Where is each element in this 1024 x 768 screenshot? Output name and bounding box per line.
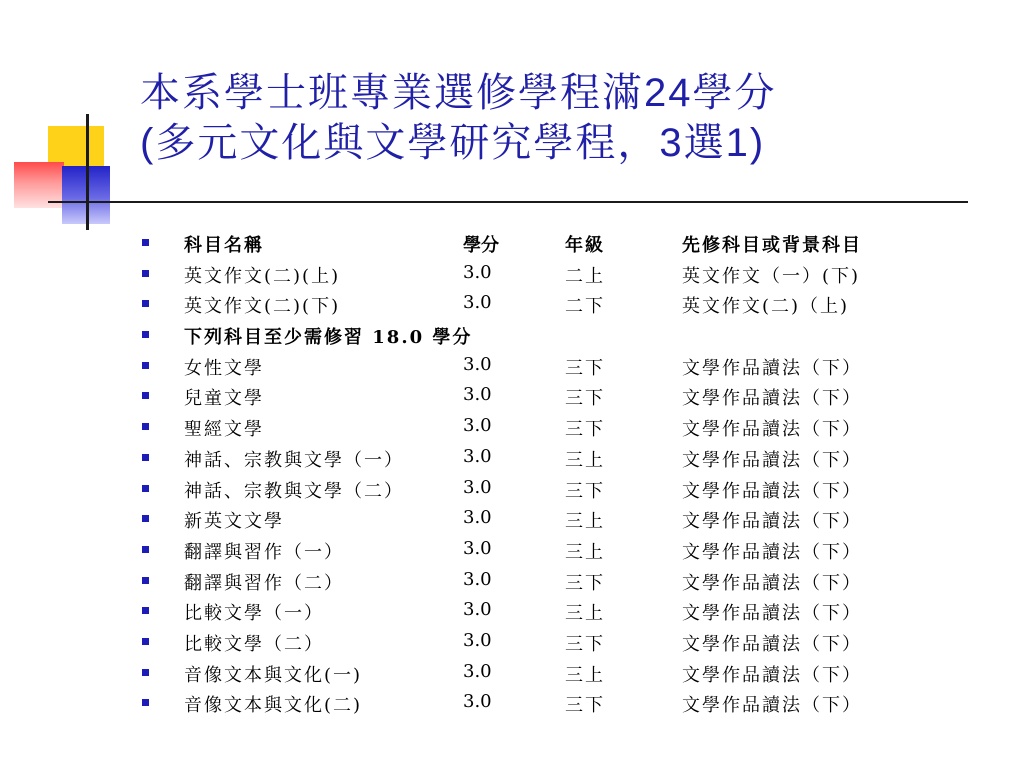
course-year: 三上: [565, 449, 605, 471]
bullet-icon: [142, 607, 149, 614]
course-prerequisite: 文學作品讀法（下）: [682, 695, 862, 717]
course-name: 比較文學（一）: [184, 603, 324, 625]
course-year: 三下: [565, 357, 605, 379]
course-credits: 3.0: [463, 353, 492, 375]
course-row: [142, 260, 942, 291]
course-name: 翻譯與習作（一）: [184, 541, 344, 563]
course-credits: 3.0: [463, 537, 492, 559]
course-credits: 3.0: [463, 445, 492, 467]
course-year: 二下: [565, 296, 605, 318]
course-prerequisite: 文學作品讀法（下）: [682, 357, 862, 379]
course-name: 英文作文(二)(上): [184, 265, 341, 287]
bullet-icon: [142, 331, 149, 338]
header-year: 年級: [565, 235, 605, 256]
course-row: [142, 505, 942, 536]
course-name: 音像文本與文化(二): [184, 695, 363, 717]
bullet-icon: [142, 300, 149, 307]
course-list: [142, 229, 942, 720]
course-credits: 3.0: [463, 261, 492, 283]
bullet-icon: [142, 270, 149, 277]
title-choose-number: 3: [659, 121, 684, 165]
course-name: 音像文本與文化(一): [184, 664, 363, 686]
header-course-name: 科目名稱: [184, 235, 264, 256]
course-row: [142, 382, 942, 413]
course-prerequisite: 文學作品讀法（下）: [682, 511, 862, 533]
title-line-1: [140, 68, 1000, 118]
course-row: [142, 352, 942, 383]
course-year: 三上: [565, 541, 605, 563]
course-row: [142, 689, 942, 720]
title-open-paren: (: [140, 121, 156, 165]
course-row: [142, 290, 942, 321]
course-name: 女性文學: [184, 357, 264, 379]
course-prerequisite: 文學作品讀法（下）: [682, 449, 862, 471]
bullet-icon: [142, 669, 149, 676]
bullet-icon: [142, 485, 149, 492]
course-row: [142, 659, 942, 690]
course-row: [142, 444, 942, 475]
course-credits: 3.0: [463, 384, 492, 406]
course-credits: 3.0: [463, 599, 492, 621]
course-row: [142, 628, 942, 659]
bullet-icon: [142, 423, 149, 430]
course-prerequisite: 文學作品讀法（下）: [682, 388, 862, 410]
course-year: 三上: [565, 664, 605, 686]
course-credits: 3.0: [463, 660, 492, 682]
course-name: 兒童文學: [184, 388, 264, 410]
course-prerequisite: 英文作文(二)（上): [682, 296, 850, 318]
course-credits: 3.0: [463, 292, 492, 314]
title-line-1-text: 本系學士班專業選修學程滿: [140, 70, 644, 116]
course-prerequisite: 文學作品讀法（下）: [682, 541, 862, 563]
course-year: 二上: [565, 265, 605, 287]
bullet-icon: [142, 362, 149, 369]
course-prerequisite: 文學作品讀法（下）: [682, 572, 862, 594]
title-line-1-suffix: 學分: [692, 70, 777, 116]
bullet-icon: [142, 454, 149, 461]
course-year: 三下: [565, 572, 605, 594]
course-year: 三上: [565, 511, 605, 533]
course-row: [142, 536, 942, 567]
course-prerequisite: 文學作品讀法（下）: [682, 480, 862, 502]
course-prerequisite: 文學作品讀法（下）: [682, 664, 862, 686]
course-name: 新英文文學: [184, 511, 284, 533]
course-year: 三下: [565, 480, 605, 502]
course-name: 神話、宗教與文學（一）: [184, 449, 404, 471]
title-close-paren: ): [749, 121, 766, 165]
course-credits: 3.0: [463, 476, 492, 498]
title-line-2-text: 多元文化與文學研究學程，: [155, 120, 660, 166]
title-choose-count: 1: [725, 121, 750, 165]
header-credits: 學分: [463, 235, 499, 256]
course-name: 比較文學（二）: [184, 633, 324, 655]
course-credits: 3.0: [463, 629, 492, 651]
course-year: 三下: [565, 388, 605, 410]
course-row: [142, 597, 942, 628]
title-line-2: [140, 118, 1000, 168]
course-year: 三下: [565, 633, 605, 655]
course-credits: 3.0: [463, 507, 492, 529]
course-row: [142, 413, 942, 444]
course-row: [142, 475, 942, 506]
title-credits-number: 24: [644, 71, 693, 115]
title-divider-line: [48, 201, 968, 203]
decor-vertical-line: [86, 114, 89, 230]
course-list-header: [142, 229, 942, 260]
course-year: 三上: [565, 603, 605, 625]
course-name: 翻譯與習作（二）: [184, 572, 344, 594]
course-credits: 3.0: [463, 568, 492, 590]
course-year: 三下: [565, 695, 605, 717]
course-credits: 3.0: [463, 415, 492, 437]
bullet-icon: [142, 392, 149, 399]
course-name: 神話、宗教與文學（二）: [184, 480, 404, 502]
course-name: 英文作文(二)(下): [184, 296, 341, 318]
course-prerequisite: 文學作品讀法（下）: [682, 603, 862, 625]
header-prerequisite: 先修科目或背景科目: [682, 235, 862, 256]
bullet-icon: [142, 577, 149, 584]
course-year: 三下: [565, 419, 605, 441]
course-prerequisite: 英文作文（一）(下): [682, 265, 861, 287]
bullet-icon: [142, 546, 149, 553]
bullet-icon: [142, 515, 149, 522]
course-prerequisite: 文學作品讀法（下）: [682, 633, 862, 655]
course-name: 聖經文學: [184, 419, 264, 441]
bullet-icon: [142, 239, 149, 246]
course-prerequisite: 文學作品讀法（下）: [682, 419, 862, 441]
bullet-icon: [142, 638, 149, 645]
course-credits: 3.0: [463, 691, 492, 713]
bullet-icon: [142, 699, 149, 706]
course-row: [142, 567, 942, 598]
note-text: 下列科目至少需修習 18.0 學分: [184, 327, 473, 349]
slide-title: [140, 68, 1000, 168]
title-choose-word: 選: [683, 120, 726, 166]
minimum-credits-note: [142, 321, 942, 352]
